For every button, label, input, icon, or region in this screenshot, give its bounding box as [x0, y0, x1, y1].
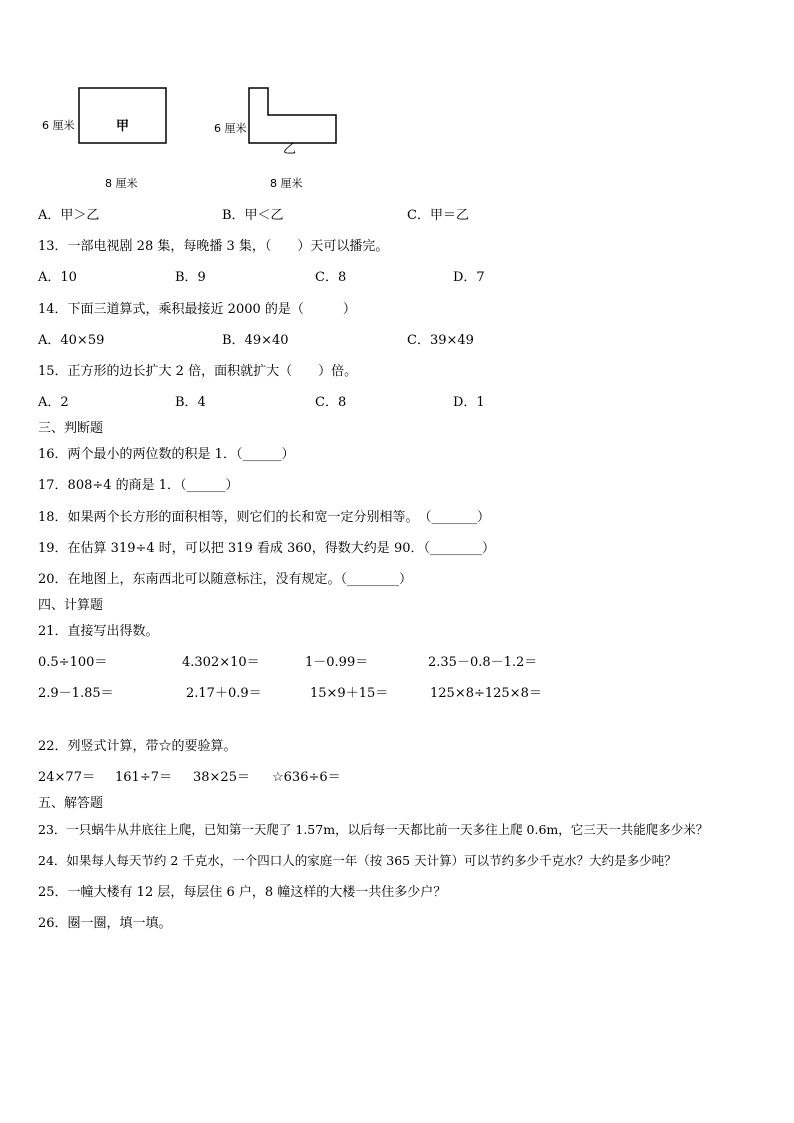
q12-option-a: A．甲＞乙: [38, 208, 100, 223]
q21-item: 125×8÷125×8＝: [430, 686, 542, 701]
q16-text: 16．两个最小的两位数的积是 1．（______）: [38, 447, 295, 462]
q15-option-b: B．4: [175, 395, 206, 410]
q21-item: 2.9－1.85＝: [38, 686, 114, 701]
q13-option-b: B．9: [175, 270, 206, 285]
q13-stem: 13．一部电视剧 28 集，每晚播 3 集，（ ）天可以播完。: [38, 239, 389, 254]
q26-text: 26．圈一圈，填一填。: [38, 916, 172, 931]
jia-width-label: 8 厘米: [105, 177, 138, 190]
q15-option-d: D．1: [453, 395, 485, 410]
q22-item: ☆636÷6＝: [272, 770, 341, 785]
section-heading-word-problems: 五、解答题: [38, 796, 104, 811]
q14-option-a: A．40×59: [38, 333, 105, 348]
q22-item: 24×77＝: [38, 770, 95, 785]
q22-item: 161÷7＝: [115, 770, 172, 785]
q21-item: 2.17＋0.9＝: [186, 686, 262, 701]
q13-option-c: C．8: [315, 270, 347, 285]
q24-text: 24．如果每人每天节约 2 千克水，一个四口人的家庭一年（按 365 天计算）可以节约多少千克水？大约是多少吨？: [38, 853, 677, 868]
q18-text: 18．如果两个长方形的面积相等，则它们的长和宽一定分别相等。 （_______）: [38, 510, 491, 525]
l-shape-yi: [249, 88, 336, 143]
q21-item: 4.302×10＝: [182, 655, 260, 670]
area-figures: [0, 0, 794, 200]
yi-width-label: 8 厘米: [270, 177, 303, 190]
q20-text: 20．在地图上，东南西北可以随意标注，没有规定。（________）: [38, 572, 413, 587]
q21-item: 0.5÷100＝: [38, 655, 108, 670]
q21-stem: 21．直接写出得数。: [38, 624, 159, 639]
q17-text: 17．808÷4 的商是 1．（______）: [38, 478, 239, 493]
q15-stem: 15．正方形的边长扩大 2 倍，面积就扩大（ ）倍。: [38, 364, 358, 379]
q15-option-c: C．8: [315, 395, 347, 410]
q21-item: 15×9＋15＝: [310, 686, 389, 701]
q13-option-d: D．7: [453, 270, 485, 285]
yi-label: 乙: [283, 142, 297, 157]
q14-option-b: B．49×40: [222, 333, 289, 348]
q21-item: 2.35－0.8－1.2＝: [428, 655, 538, 670]
q19-text: 19．在估算 319÷4 时，可以把 319 看成 360，得数大约是 90．（________）: [38, 541, 495, 556]
q22-item: 38×25＝: [193, 770, 250, 785]
jia-label: 甲: [116, 119, 130, 134]
jia-height-label: 6 厘米: [42, 119, 75, 132]
q14-stem: 14．下面三道算式，乘积最接近 2000 的是（ ）: [38, 302, 356, 317]
q12-option-c: C．甲＝乙: [407, 208, 469, 223]
q14-option-c: C．39×49: [407, 333, 474, 348]
section-heading-calculation: 四、计算题: [38, 598, 104, 613]
q12-option-b: B．甲＜乙: [222, 208, 284, 223]
section-heading-judgment: 三、判断题: [38, 421, 104, 436]
q13-option-a: A．10: [38, 270, 77, 285]
q25-text: 25．一幢大楼有 12 层，每层住 6 户，8 幢这样的大楼一共住多少户？: [38, 885, 447, 900]
q22-stem: 22．列竖式计算，带☆的要验算。: [38, 739, 237, 754]
q21-item: 1－0.99＝: [305, 655, 369, 670]
q23-text: 23．一只蜗牛从井底往上爬，已知第一天爬了 1.57m，以后每一天都比前一天多往上爬 0.6m，它三天一共能爬多少米？: [38, 822, 709, 837]
yi-height-label: 6 厘米: [214, 122, 247, 135]
q15-option-a: A．2: [38, 395, 69, 410]
